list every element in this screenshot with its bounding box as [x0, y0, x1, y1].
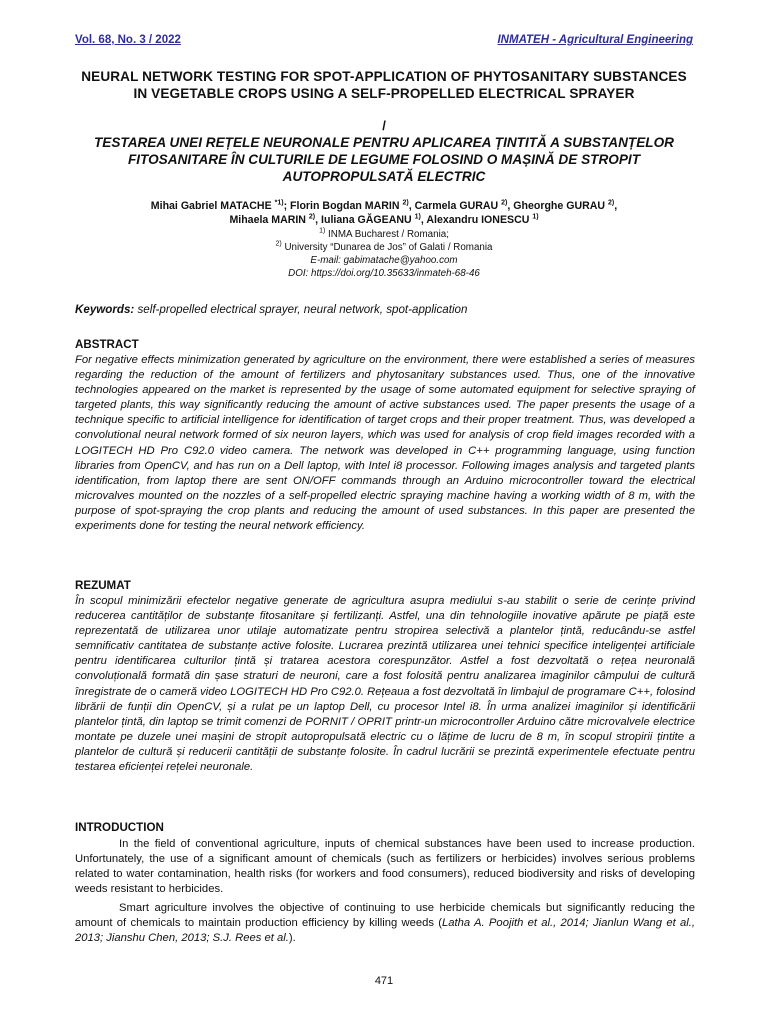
- author-name: Florin Bogdan MARIN: [290, 200, 403, 212]
- author-name: Gheorghe GURAU: [513, 200, 609, 212]
- doi-link[interactable]: DOI: https://doi.org/10.35633/inmateh-68-46: [288, 268, 480, 279]
- author-separator: ,: [408, 200, 415, 212]
- affiliation-2: [75, 241, 693, 254]
- abstract-text: For negative effects minimization generated by agriculture on the environment, there were established a series of measures regarding the reduction of the amount of fertilizers and phytosanitary substances used. Thus, one of the innovative technologies appeared on the market is represented by the usage of some automated equipment for selective spraying of targeted plants, this way significantly reducing the amount of active substances used. The paper presents the usage of a technique specific to artificial intelligence for identification of target crops and their proper treatment. Thus, was developed a convolutional neural network formed of six neuron layers, which was used for analysis of crop field images recorded with a LOGITECH HD Pro C92.0 video camera. The network was developed in C++ programming language, using function libraries from OpenCV, and has run on a Dell laptop, with Intel i8 processor. Following images analysis and targeted plants identification, from laptop there are sent ON/OFF commands through an Arduino microcontroller toward the electrical microvalves mounted on the nozzles of a self-propelled electric spraying machine having a working width of 8 m, with the purpose of spot-spraying the crop plants and reducing the amount of used substances. In this paper are presented the experiments done for testing the neural network efficiency.: [75, 354, 695, 533]
- affiliation-text: University “Dunarea de Jos” of Galati / Romania: [281, 242, 493, 253]
- running-header: [75, 34, 693, 52]
- affiliation-text: INMA Bucharest / Romania;: [325, 229, 449, 240]
- author-name: Mihai Gabriel MATACHE: [150, 200, 275, 212]
- rezumat-text: În scopul minimizării efectelor negative generate de agricultura asupra mediului s-au stabilit o serie de cerințe privind reducerea cantităților de substanțe fitosanitare și fertilizanți. Astfel, una din tehnologiile inovative apărute pe piață este reprezentată de utilizarea unor utilaje automatizate pentru stropirea selectivă a plantelor țintă, reducându-se astfel semnificativ cantitatea de substanțe active folosite. Lucrarea prezintă utilizarea unei tehnici specifice inteligenței artificiale pentru identificarea culturilor țintă și tratarea acestora corespunzător. Astfel a fost dezvoltată o rețea neuronală convoluțională formată din șase straturi de neuroni, care a fost folosită pentru analizarea imaginilor câmpului de cultură înregistrate de o cameră video LOGITECH HD Pro C92.0. Rețeaua a fost dezvoltată în limbajul de programare C++, folosind librării de funții din OpenCV, și a rulat pe un laptop Dell, cu procesor Intel i8. În urma analizei imaginilor și identificării plantelor țintă, din laptop se trimit comenzi de PORNIT / OPRIT printr-un microcontroller Arduino către microvalvele electrice montate pe duzele unei mașini de stropit autopropulsată electric cu o lățime de lucru de 8 m, în scopul stropirii țintite a plantelor de cultură și reducerii cantității de substanțe folosite. În cadrul lucrării se prezintă experimentele efectuate pentru testarea eficienței rețelei neuronale.: [75, 595, 695, 774]
- author-affiliation-mark: *1): [274, 199, 284, 207]
- title-english: NEURAL NETWORK TESTING FOR SPOT-APPLICATION OF PHYTOSANITARY SUBSTANCES IN VEGETABLE CROPS USING A SELF-PROPELLED ELECTRICAL SPRAYER: [81, 69, 687, 101]
- affiliation-mark: 2): [275, 240, 282, 248]
- author-separator: ,: [315, 214, 322, 226]
- affiliation-mark: 1): [319, 227, 326, 235]
- keywords-label: Keywords:: [75, 303, 135, 316]
- author-affiliation-mark: 2): [608, 199, 615, 207]
- citation: Latha A. Poojith et al., 2014; Jianlun Wang et al., 2013; Jianshu Chen, 2013; S.J. Rees et al.: [75, 917, 695, 945]
- introduction-paragraph-2: [75, 901, 695, 946]
- author-affiliation-mark: 1): [532, 213, 539, 221]
- title-romanian: TESTAREA UNEI REȚELE NEURONALE PENTRU APLICAREA ȚINTITĂ A SUBSTANȚELOR FITOSANITARE ÎN CULTURILE DE LEGUME FOLOSIND O MAȘINĂ DE STROPIT AUTOPROPULSATĂ ELECTRIC: [93, 135, 674, 184]
- author-affiliation-mark: 2): [501, 199, 508, 207]
- keywords-value: self-propelled electrical sprayer, neural network, spot-application: [134, 303, 468, 316]
- author-list: [75, 199, 693, 227]
- author-name: Alexandru IONESCU: [426, 214, 533, 226]
- author-separator: ,: [507, 200, 514, 212]
- rezumat-heading: REZUMAT: [75, 579, 131, 592]
- author-line-1: [75, 199, 693, 213]
- author-separator: ,: [420, 214, 427, 226]
- author-separator: ;: [283, 200, 291, 212]
- contact-email[interactable]: E-mail: gabimatache@yahoo.com: [310, 255, 458, 266]
- introduction-paragraph-1: In the field of conventional agriculture, inputs of chemical substances have been used to increase production. Unfortunately, the use of a significant amount of chemicals (such as fertilizers or herbicides) involves serious problems related to water contamination, health risks (for workers and food consumers), reduced biodiversity and risks of developing weeds resistant to herbicides.: [75, 838, 695, 896]
- author-line-2: [75, 213, 693, 227]
- author-affiliation-mark: 2): [402, 199, 409, 207]
- affiliation-1: [75, 228, 693, 241]
- author-affiliation-mark: 1): [414, 213, 421, 221]
- journal-name[interactable]: INMATEH - Agricultural Engineering: [497, 34, 693, 46]
- paragraph-text: Smart agriculture involves the objective of continuing to use herbicide chemicals but significantly reducing the amount of chemicals to maintain production efficiency by killing weeds (: [75, 902, 695, 930]
- author-name: Iuliana GĂGEANU: [321, 214, 415, 226]
- author-affiliation-mark: 2): [308, 213, 316, 221]
- author-separator: ,: [614, 200, 618, 212]
- page-number: 471: [374, 975, 394, 987]
- title-separator: /: [382, 118, 386, 133]
- author-name: Carmela GURAU: [414, 200, 502, 212]
- keywords: [75, 303, 693, 316]
- volume-info[interactable]: Vol. 68, No. 3 / 2022: [75, 34, 181, 46]
- abstract-heading: ABSTRACT: [75, 338, 139, 351]
- introduction-heading: INTRODUCTION: [75, 821, 164, 834]
- paragraph-text: ).: [288, 932, 296, 945]
- author-name: Mihaela MARIN: [229, 214, 309, 226]
